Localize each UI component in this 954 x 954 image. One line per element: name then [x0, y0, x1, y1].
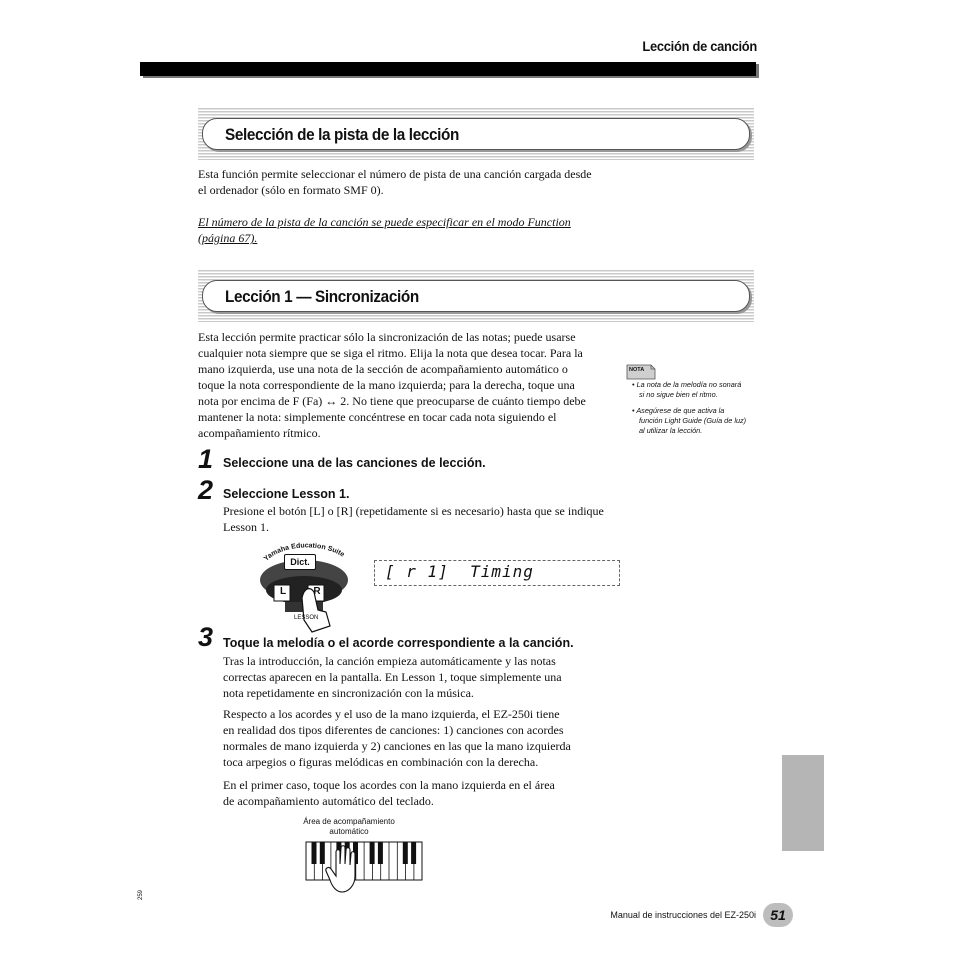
- section-title-track: Selección de la pista de la lección: [225, 125, 460, 144]
- lcd-display: [374, 560, 620, 586]
- step-number: 1: [198, 444, 214, 474]
- chapter-side-tab: [782, 755, 824, 851]
- step-title: Toque la melodía o el acorde correspondiente a la canción.: [223, 636, 574, 650]
- sidenote-item: • Asegúrese de que activa la función Light Guide (Guía de luz) al utilizar la lección.: [632, 406, 747, 435]
- footer-manual-title: Manual de instrucciones del EZ-250i: [610, 910, 756, 920]
- sidenote-item: • La nota de la melodía no sonará si no sigue bien el ritmo.: [632, 380, 742, 399]
- footer-code: 259: [138, 889, 144, 900]
- step-body: En el primer caso, toque los acordes con la mano izquierda en el área de acompañamiento automático del teclado.: [223, 778, 555, 808]
- header-bar: [140, 62, 756, 76]
- step-title: Seleccione una de las canciones de lección.: [223, 456, 486, 470]
- section1-paragraph: Esta función permite seleccionar el número de pista de una canción cargada desde el ordenador (sólo en formato SMF 0).: [198, 167, 592, 197]
- running-header: Lección de canción: [642, 38, 757, 54]
- step-number: 3: [198, 622, 214, 652]
- step-number: 2: [198, 475, 214, 505]
- section-heading-band: [198, 108, 754, 160]
- section-heading-band: [198, 270, 754, 322]
- step-body: Presione el botón [L] o [R] (repetidamente si es necesario) hasta que se indique Lesson 1.: [223, 504, 604, 534]
- dict-button[interactable]: Dict.: [284, 554, 316, 570]
- section1-italic-note[interactable]: El número de la pista de la canción se puede especificar en el modo Function (página 67).: [198, 215, 571, 245]
- lesson-panel-illustration: [252, 540, 362, 640]
- step-body: Respecto a los acordes y el uso de la mano izquierda, el EZ-250i tiene en realidad dos tipos diferentes de canciones: 1) canciones con acordes normales de mano izquierda y 2) canciones en las que la mano izquierda toca arpegios o figuras melódicas en combinación con la derecha.: [223, 707, 571, 769]
- step-title: Seleccione Lesson 1.: [223, 487, 350, 501]
- panel-lesson-label: LESSON: [294, 615, 319, 621]
- left-button[interactable]: L: [279, 586, 287, 597]
- section2-paragraph: Esta lección permite practicar sólo la sincronización de las notas; puede usarse cualquier nota siempre que se siga el ritmo. Elija la nota que desea tocar. Para la mano izquierda, use una nota de la sección de acompañamiento automático o toque la nota correspondiente de la mano izquierda; para la derecha, toque una nota por encima de F (Fa) ↔ 2. No tiene que preocuparse de cuánto tiempo debe mantener la nota: simplemente concéntrese en tocar cada nota siguiendo el acompañamiento rítmico.: [198, 330, 586, 440]
- page-number: 51: [763, 903, 793, 927]
- nota-icon: NOTA: [626, 364, 656, 380]
- step-body: Tras la introducción, la canción empieza automáticamente y las notas correctas aparecen en la pantalla. En Lesson 1, toque simplemente una nota repetidamente en sincronización con la música.: [223, 654, 562, 700]
- panel-arc-label: Yamaha Education Suite: [262, 542, 346, 563]
- section-heading-pill: [202, 118, 750, 150]
- lcd-text: [ r 1] Timing: [385, 562, 534, 581]
- keyboard-illustration: [304, 838, 426, 896]
- section-title-lesson1: Lección 1 — Sincronización: [225, 287, 419, 306]
- keyboard-caption: Área de acompañamiento automático: [303, 817, 395, 836]
- right-button[interactable]: R: [313, 586, 321, 597]
- section-heading-pill: [202, 280, 750, 312]
